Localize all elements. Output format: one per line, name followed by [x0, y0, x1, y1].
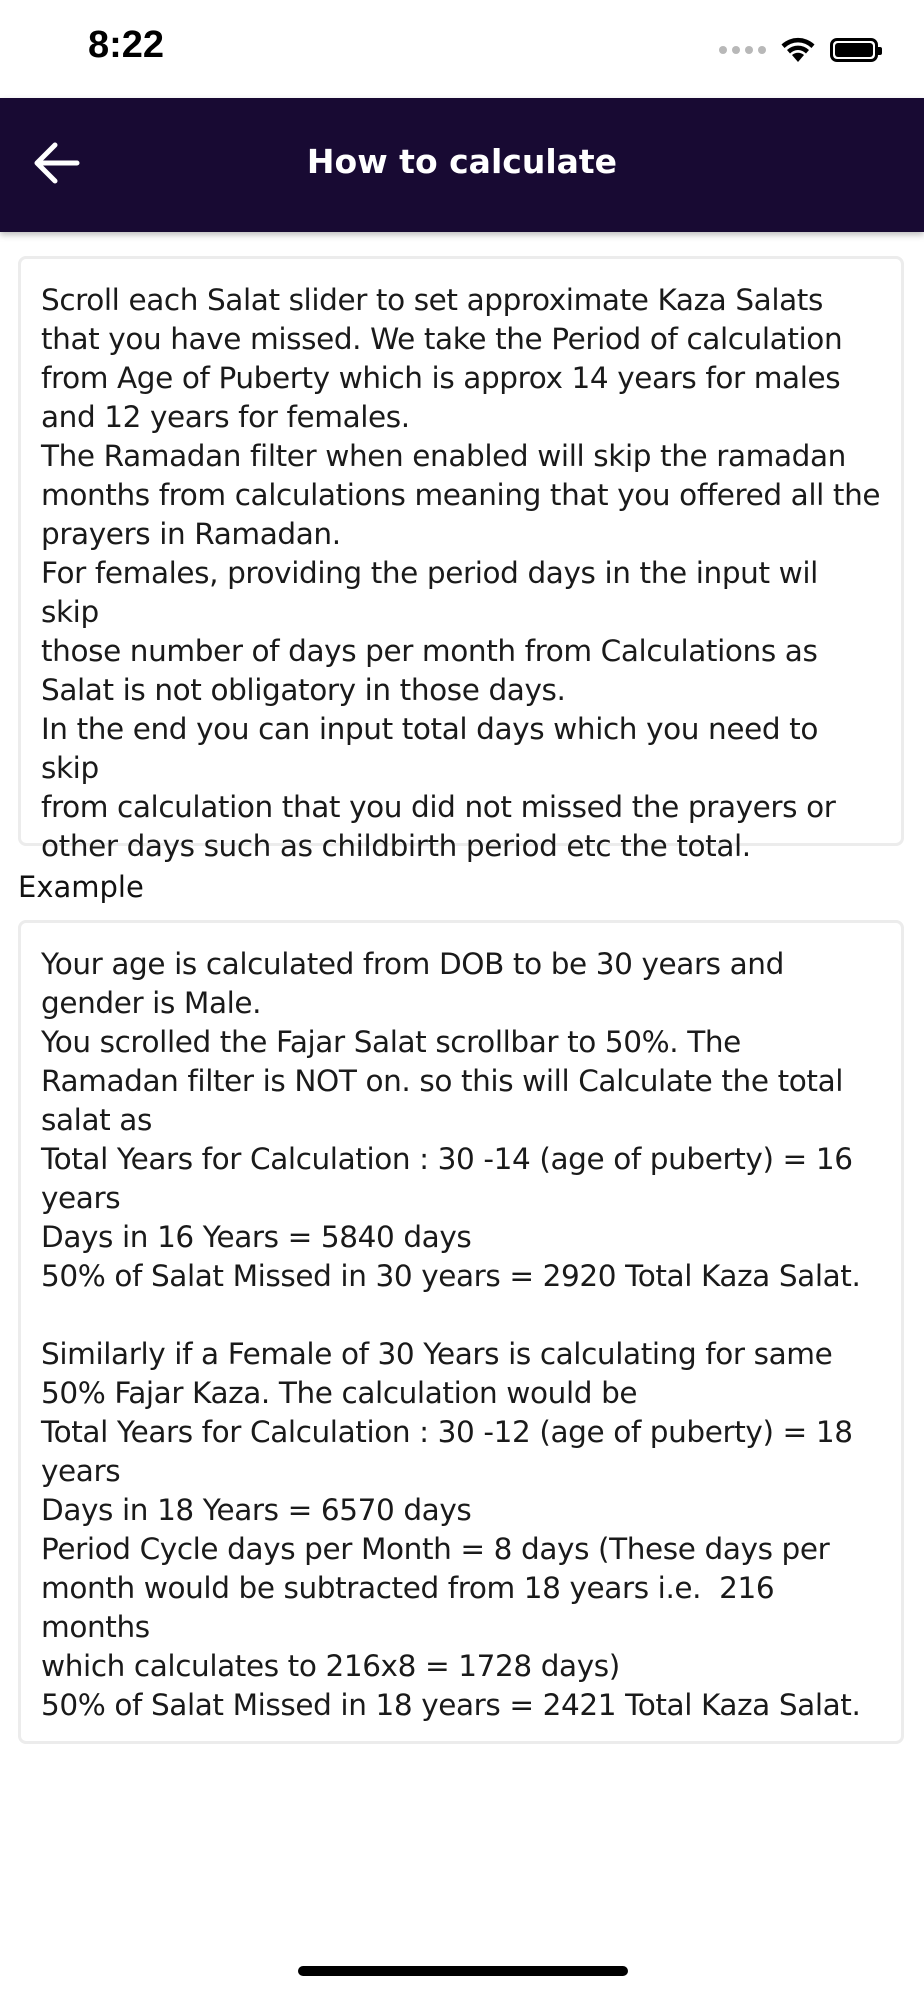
navigation-bar	[0, 98, 924, 232]
status-time: 8:22	[88, 24, 165, 66]
intro-card	[18, 256, 904, 863]
status-icons	[719, 32, 878, 68]
example-heading: Example	[18, 870, 144, 904]
example-text: Your age is calculated from DOB to be 30 years and gender is Male. You scrolled the Fajar Salat scrollbar to 50%. The Ramadan filter is NOT on. so this will Calculate the total salat as Total Years for Calculation : 30 -14 (age of puberty) = 16 years Days in 16 Years = 5840 days 50% of Salat Missed in 30 years = 2920 Total Kaza Salat. Similarly if a Female of 30 Years is calculating for same 50% Fajar Kaza. The calculation would be Total Years for Calculation : 30 -12 (age of puberty) = 18 years Days in 18 Years = 6570 days Period Cycle days per Month = 8 days (These days per month would be subtracted from 18 years i.e. 216 months which calculates to 216x8 = 1728 days) 50% of Salat Missed in 18 years = 2421 Total Kaza Salat.	[41, 947, 861, 1722]
page-title: How to calculate	[306, 142, 618, 181]
cellular-signal-icon	[719, 46, 766, 54]
home-indicator[interactable]	[298, 1966, 628, 1976]
wifi-icon	[780, 36, 816, 64]
intro-text: Scroll each Salat slider to set approximate Kaza Salats that you have missed. We take the Period of calculation from Age of Puberty which is approx 14 years for males and 12 years for females. The Ramadan filter when enabled will skip the ramadan months from calculations meaning that you offered all the prayers in Ramadan. For females, providing the period days in the input wil skip those number of days per month from Calculations as Salat is not obligatory in those days. In the end you can input total days which you need to skip from calculation that you did not missed the prayers or other days such as childbirth period etc the total.	[41, 283, 881, 863]
battery-icon	[830, 38, 878, 62]
status-bar	[0, 0, 924, 98]
example-card	[18, 920, 904, 1744]
